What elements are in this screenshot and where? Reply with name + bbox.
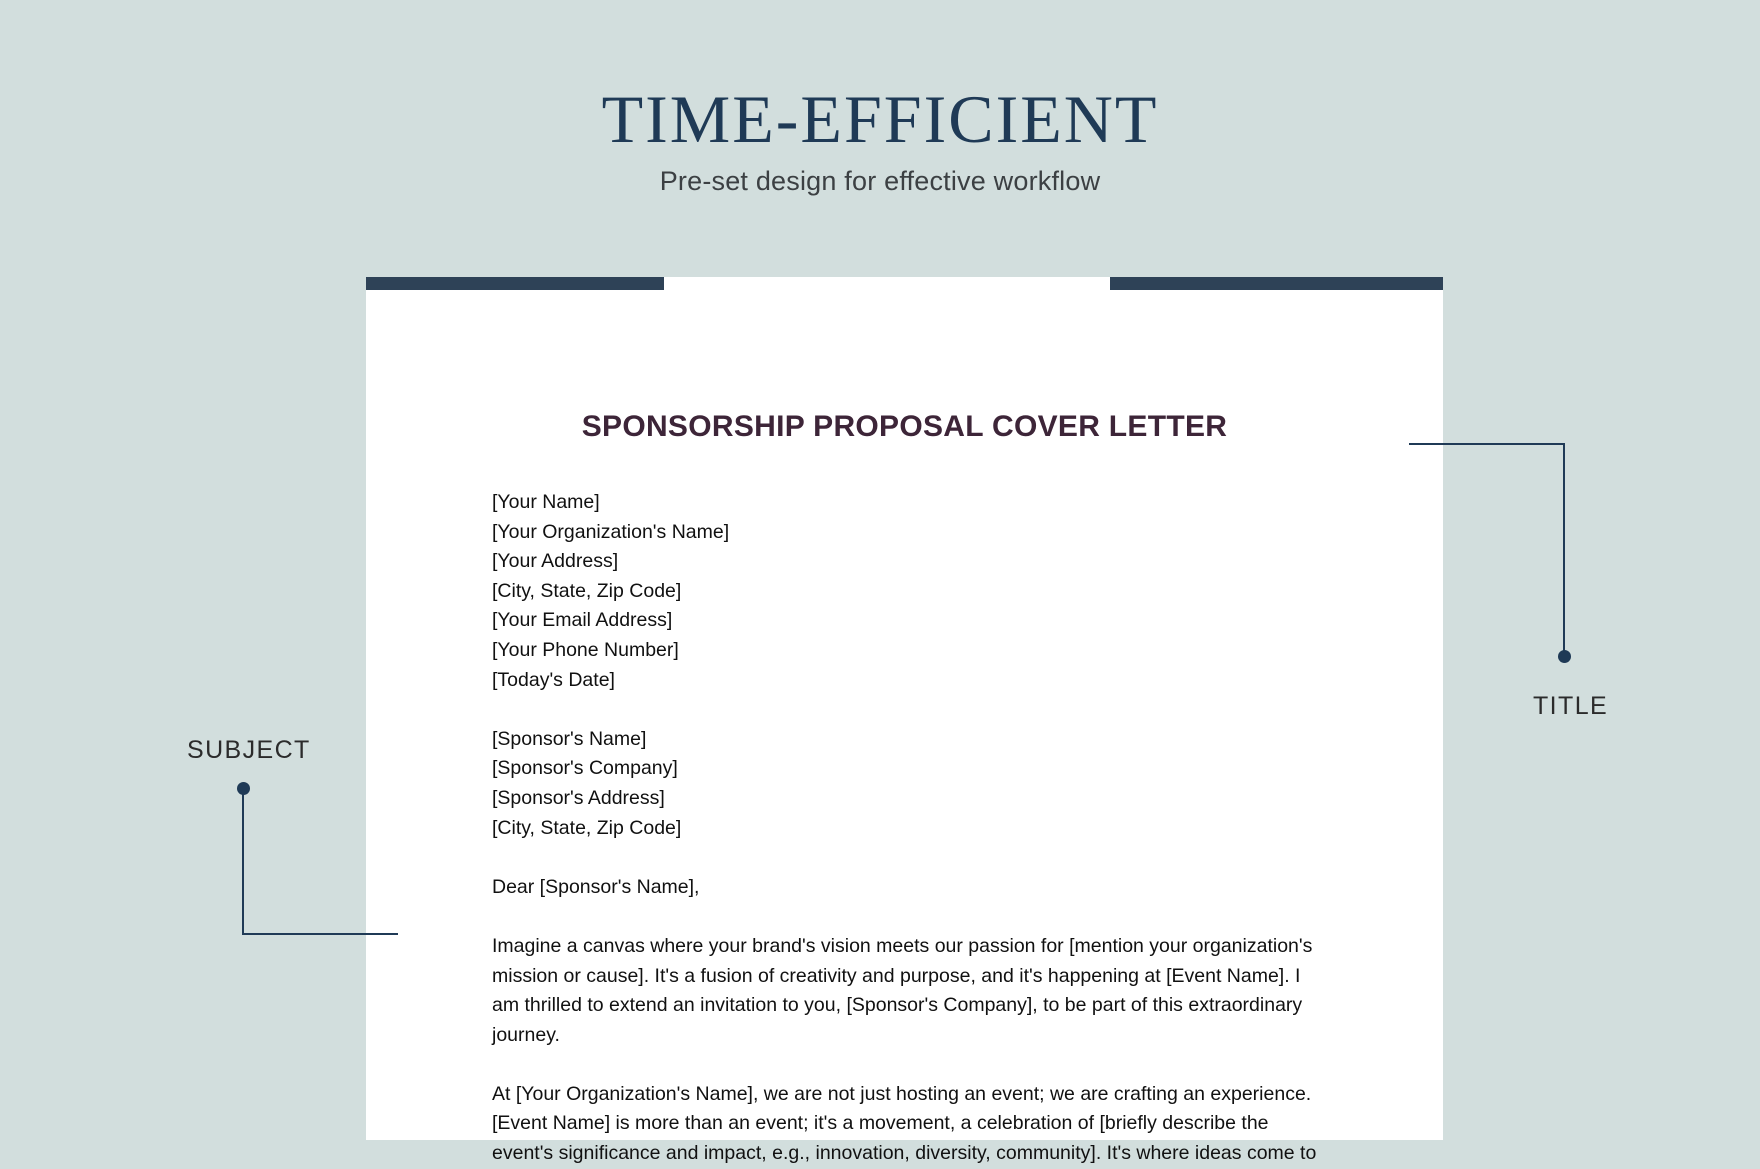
document-title: SPONSORSHIP PROPOSAL COVER LETTER — [581, 410, 1228, 443]
salutation: Dear [Sponsor's Name], — [492, 875, 700, 898]
annotation-connector-subject-horizontal — [242, 933, 398, 935]
annotation-connector-subject-vertical — [242, 790, 244, 935]
body-paragraph: At [Your Organization's Name], we are not just hosting an event; we are crafting an experience. [Event Name] is more than an event; it's a movement, a celebration of [briefly describe the event's significance and impact, e.g., innovation, diversity, community]. It's where ideas come to — [492, 1082, 1317, 1165]
annotation-label-title: TITLE — [1533, 692, 1609, 720]
sheet-accent-bar-left — [366, 277, 664, 290]
annotation-connector-title-vertical — [1563, 443, 1565, 653]
sender-line: [Your Name] — [492, 491, 600, 513]
sender-line: [Your Email Address] — [492, 609, 673, 632]
document-body — [492, 488, 1322, 1169]
sender-line: [Your Address] — [492, 550, 619, 573]
recipient-line: [Sponsor's Address] — [492, 786, 665, 809]
page-title: TIME-EFFICIENT — [601, 81, 1159, 157]
annotation-connector-title-horizontal — [1409, 443, 1565, 445]
block-gap — [492, 843, 1322, 873]
annotation-label-subject: SUBJECT — [187, 736, 311, 764]
block-gap — [492, 902, 1322, 932]
recipient-line: [Sponsor's Name] — [492, 727, 647, 750]
recipient-line: [Sponsor's Company] — [492, 757, 678, 780]
sheet-accent-bar-right — [1110, 277, 1443, 290]
page-subtitle: Pre-set design for effective workflow — [659, 166, 1101, 196]
body-paragraph: Imagine a canvas where your brand's vision meets our passion for [mention your organization's mission or cause]. It's a fusion of creativity and purpose, and it's happening at [Event Name]. I am thrilled to extend an invitation to you, [Sponsor's Company], to be part of this extraordinary journey. — [492, 934, 1313, 1046]
sender-line: [City, State, Zip Code] — [492, 579, 682, 602]
recipient-line: [City, State, Zip Code] — [492, 816, 682, 839]
block-gap — [492, 695, 1322, 725]
block-gap — [492, 1050, 1322, 1080]
sender-line: [Today's Date] — [492, 668, 615, 691]
sender-line: [Your Phone Number] — [492, 638, 679, 661]
sender-line: [Your Organization's Name] — [492, 520, 730, 543]
